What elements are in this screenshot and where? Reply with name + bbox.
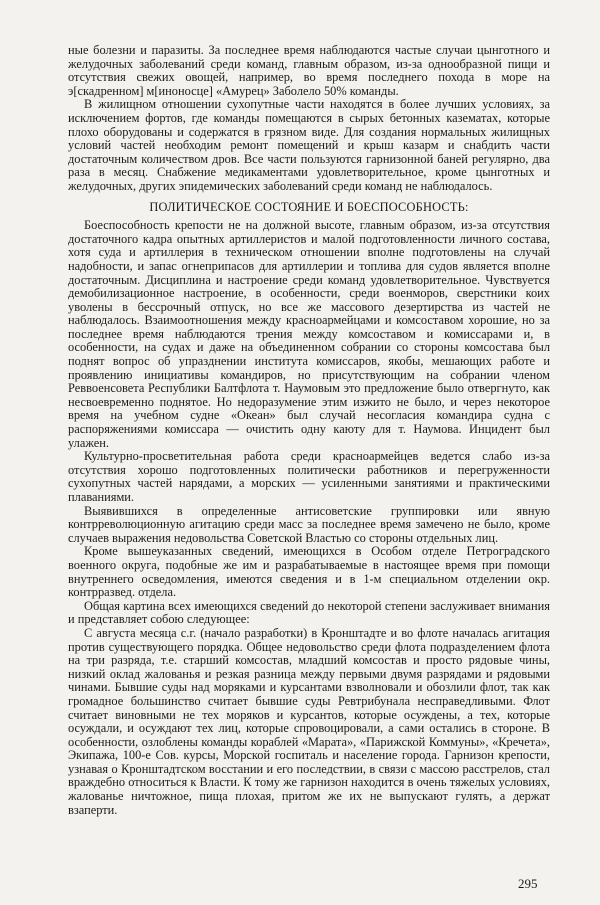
section-heading: ПОЛИТИЧЕСКОЕ СОСТОЯНИЕ И БОЕСПОСОБНОСТЬ: — [149, 199, 469, 214]
body-text — [68, 44, 550, 817]
paragraph: ные болезни и паразиты. За последнее время наблюдаются частые случаи цынготного и желудочных заболеваний среди команд, главным образом, из-за однообразной пищи и отсутствия свежих овощей, например, во время последнего похода в море на э[скадренном] м[иноносце] «Амурец» Заболело 50% команды. — [68, 43, 550, 98]
paragraph: Кроме вышеуказанных сведений, имеющихся в Особом отделе Петроградского военного округа, подобные же им и разрабатываемые в настоящее время при помощи внутреннего осведомления, имеются сведения и в 1-м специальном отделении окр. контрразвед. отдела. — [68, 544, 550, 600]
paragraph: Культурно-просветительная работа среди красноармейцев ведется слабо из-за отсутствия хорошо подготовленных политически работников и перегруженности сухопутных частей нарядами, а морских — усиленными занятиями и практическими плаваниями. — [68, 449, 550, 504]
paragraph: Боеспособность крепости не на должной высоте, главным образом, из-за отсутствия достаточного кадра опытных артиллеристов и малой подготовленности личного состава, хотя суда и артиллерия в техническом отношении вполне подготовлены на случай надобности, и запас огнеприпасов для артиллерии и топлива для судов является вполне достаточным. Дисциплина и настроение среди команд удовлетворительное. Чувствуется демобилизационное настроение, в особенности, среди военморов, сверстники коих уволены в бессрочный отпуск, но все же массового дезертирства из частей не наблюдалось. Взаимоотношения между красноармейцами и комсоставом хорошие, но за последнее время наблюдаются трения между комсоставом и комиссарами и, в особенности, на судах и даже на объединенном собрании со стороны комсостава был поднят вопрос об упразднении института комиссаров, якобы, мешающих работе и проявлению инициативы командиров, но присутствующим на собрании членом Реввоенсовета Республики Балтфлота т. Наумовым это предложение было отвергнуто, как несвоевременно поднятое. Но недоразумение этим изжито не было, и через некоторое время на учебном судне «Океан» был случай несогласия командира судна с распоряжениями комиссара — очистить одну каюту для т. Наумова. Инцидент был улажен. — [68, 218, 550, 450]
paragraph: В жилищном отношении сухопутные части находятся в более лучших условиях, за исключением фортов, где команды помещаются в сырых бетонных казематах, которые плохо оборудованы и содержатся в грязном виде. Для создания нормальных жилищных условий частей необходим ремонт помещений и крыш казарм и снабдить части достаточным количеством дров. Все части пользуются гарнизонной баней регулярно, два раза в месяц. Снабжение медикаментами удовлетворительное, кроме цынготных и желудочных, других эпидемических заболеваний среди команд не наблюдалось. — [68, 97, 550, 193]
paragraph: Выявившихся в определенные антисоветские группировки или явную контрреволюционную агитацию среди масс за последнее время замечено не было, кроме случаев выражения недовольства Советской Властью со стороны отдельных лиц. — [68, 503, 550, 545]
page-number: 295 — [518, 876, 538, 891]
paragraph: Общая картина всех имеющихся сведений до некоторой степени заслуживает внимания и представляет собою следующее: — [68, 598, 550, 627]
paragraph: С августа месяца с.г. (начало разработки) в Кронштадте и во флоте началась агитация против существующего порядка. Общее недовольство среди флота подразделением флота на три разряда, т.е. старший комсостав, младший комсостав и просто рядовые чины, низкий оклад жалованья и резкая разница между первыми двумя разрядами и рядовыми чинами. Бывшие суды над моряками и курсантами взволновали и обозлили флот, так как громадное большинство считает бывшие суды Ревтрибунала несправедливыми. Флот считает виновными не тех моряков и курсантов, которые осуждены, а тех, которые осуждали, и осуждают тех лиц, которые спровоцировали, а сами остались в стороне. В особенности, озлоблены команды кораблей «Марата», «Парижской Коммуны», «Кречета», Экипажа, 100-е Сов. курсы, Морской госпиталь и население города. Гарнизон крепости, узнавая о Кронштадтском восстании и его последствии, в связи с массою расстрелов, стал враждебно относиться к Власти. К тому же гарнизон находится в очень тяжелых условиях, жалованье ничтожное, пища плохая, притом же их не выпускают гулять, а держат взаперти. — [68, 625, 550, 817]
